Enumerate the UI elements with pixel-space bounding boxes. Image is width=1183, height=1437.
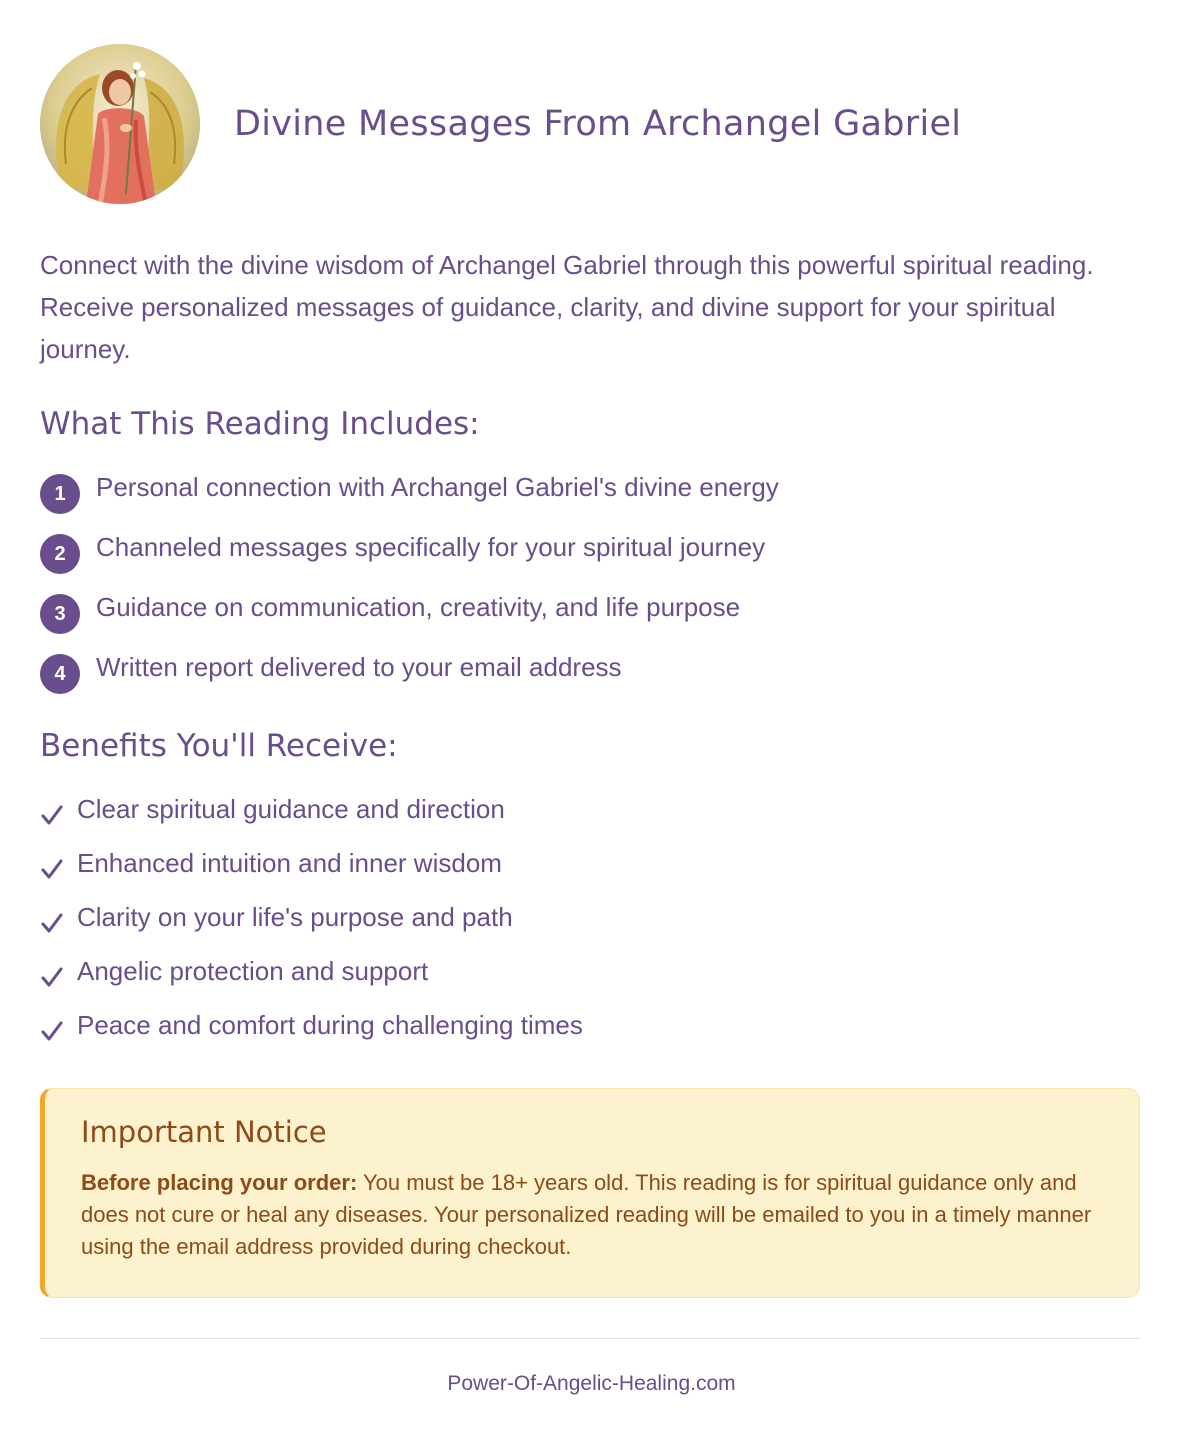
checkmark-icon [40, 795, 64, 835]
notice-lead: Before placing your order: [81, 1170, 358, 1195]
list-item [40, 843, 583, 897]
page-title: Divine Messages From Archangel Gabriel [234, 104, 962, 144]
list-item-text: Guidance on communication, creativity, and life purpose [96, 592, 741, 622]
list-item-text: Enhanced intuition and inner wisdom [77, 848, 502, 878]
archangel-gabriel-avatar [40, 44, 200, 204]
checkmark-icon [40, 957, 64, 997]
checkmark-icon [40, 903, 64, 943]
list-item-text: Personal connection with Archangel Gabriel's divine energy [96, 472, 779, 502]
page-header [40, 44, 961, 204]
benefits-list [40, 789, 583, 1059]
list-item-text: Channeled messages specifically for your spiritual journey [96, 532, 766, 562]
list-item [40, 526, 779, 586]
list-item [40, 951, 583, 1005]
number-badge: 3 [40, 594, 80, 634]
important-notice-box [40, 1088, 1140, 1298]
notice-text: You must be 18+ years old. This reading is for spiritual guidance only and does not cure or heal any diseases. Your personalized reading will be emailed to you in a timely manner using the email address provided during checkout. [81, 1170, 1092, 1259]
includes-heading: What This Reading Includes: [40, 406, 480, 442]
list-item-text: Angelic protection and support [77, 956, 429, 986]
benefits-heading: Benefits You'll Receive: [40, 728, 398, 764]
list-item-text: Clear spiritual guidance and direction [77, 794, 505, 824]
number-badge: 1 [40, 474, 80, 514]
list-item [40, 586, 779, 646]
list-item [40, 789, 583, 843]
list-item-text: Written report delivered to your email address [96, 652, 622, 682]
list-item [40, 466, 779, 526]
notice-body [81, 1167, 1103, 1263]
notice-title: Important Notice [81, 1115, 327, 1149]
list-item-text: Peace and comfort during challenging times [77, 1010, 583, 1040]
number-badge: 4 [40, 654, 80, 694]
list-item [40, 1005, 583, 1059]
checkmark-icon [40, 1011, 64, 1051]
intro-paragraph: Connect with the divine wisdom of Archangel Gabriel through this powerful spiritual reading. Receive personalized messages of guidance, clarity, and divine support for your spiritual journey. [40, 250, 1094, 364]
list-item [40, 646, 779, 706]
number-badge: 2 [40, 534, 80, 574]
list-item-text: Clarity on your life's purpose and path [77, 902, 513, 932]
footer-divider [40, 1338, 1140, 1339]
list-item [40, 897, 583, 951]
includes-list [40, 466, 779, 706]
footer-site-name: Power-Of-Angelic-Healing.com [447, 1372, 736, 1395]
angel-illustration [40, 44, 200, 204]
checkmark-icon [40, 849, 64, 889]
